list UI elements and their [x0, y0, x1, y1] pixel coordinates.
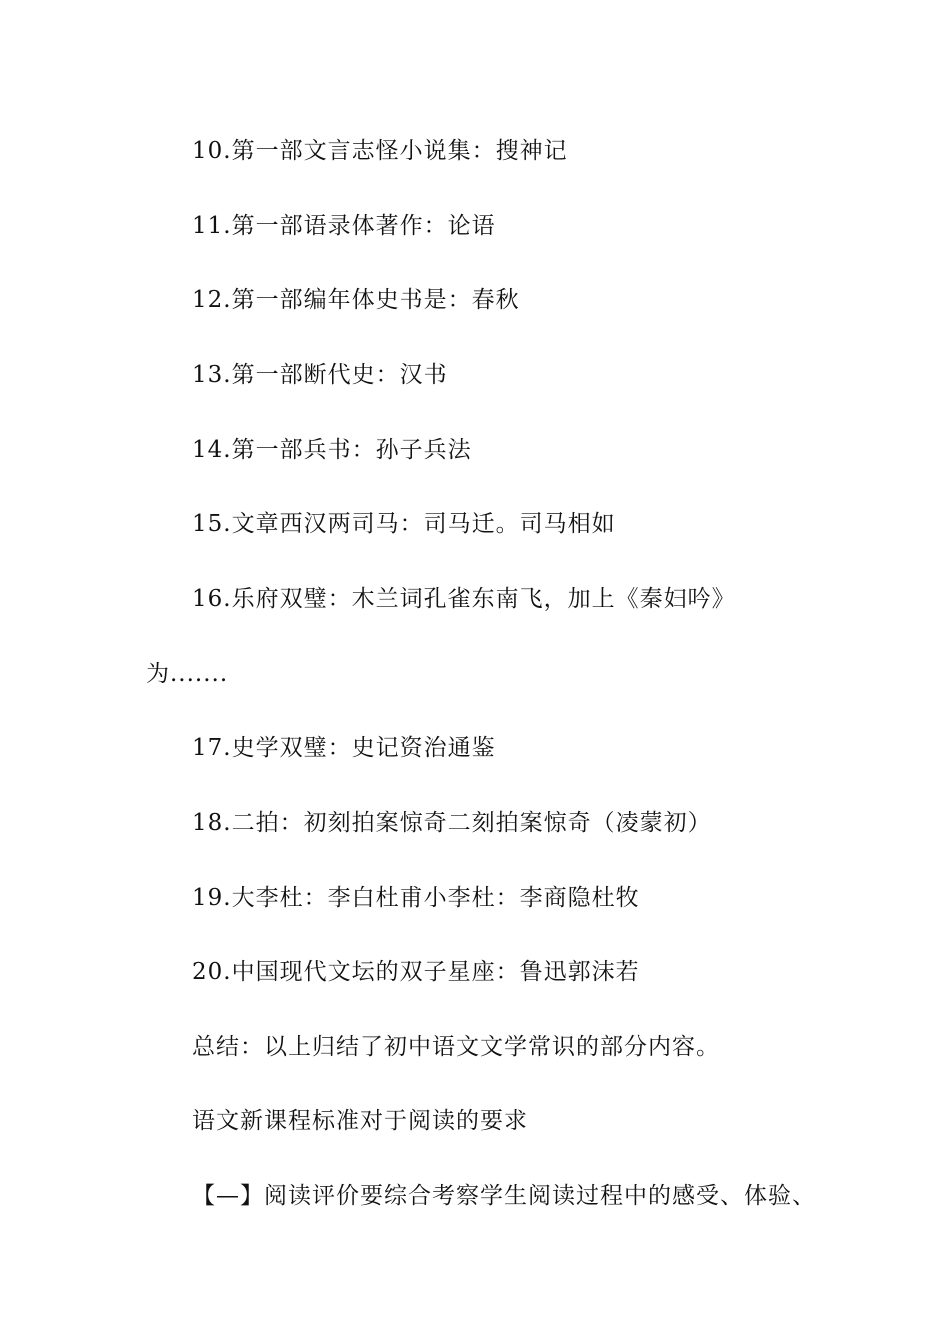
text-line-16: 16.乐府双璧：木兰词孔雀东南飞，加上《秦妇吟》 [192, 586, 736, 612]
text-line-12: 12.第一部编年体史书是：春秋 [192, 287, 520, 313]
text-line-16-continued: 为....... [146, 661, 229, 687]
section-heading: 语文新课程标准对于阅读的要求 [192, 1108, 528, 1134]
summary-line: 总结：以上归结了初中语文文学常识的部分内容。 [192, 1034, 720, 1060]
text-line-19: 19.大李杜：李白杜甫小李杜：李商隐杜牧 [192, 885, 640, 911]
text-line-20: 20.中国现代文坛的双子星座：鲁迅郭沫若 [192, 959, 640, 985]
text-line-13: 13.第一部断代史：汉书 [192, 362, 448, 388]
text-line-17: 17.史学双璧：史记资治通鉴 [192, 735, 496, 761]
paragraph-start: 【—】阅读评价要综合考察学生阅读过程中的感受、体验、 [192, 1183, 816, 1209]
text-line-11: 11.第一部语录体著作：论语 [192, 213, 496, 239]
text-line-15: 15.文章西汉两司马：司马迁。司马相如 [192, 511, 616, 537]
text-line-18: 18.二拍：初刻拍案惊奇二刻拍案惊奇（凌蒙初） [192, 810, 712, 836]
text-line-14: 14.第一部兵书：孙子兵法 [192, 437, 472, 463]
text-line-10: 10.第一部文言志怪小说集：搜神记 [192, 138, 568, 164]
